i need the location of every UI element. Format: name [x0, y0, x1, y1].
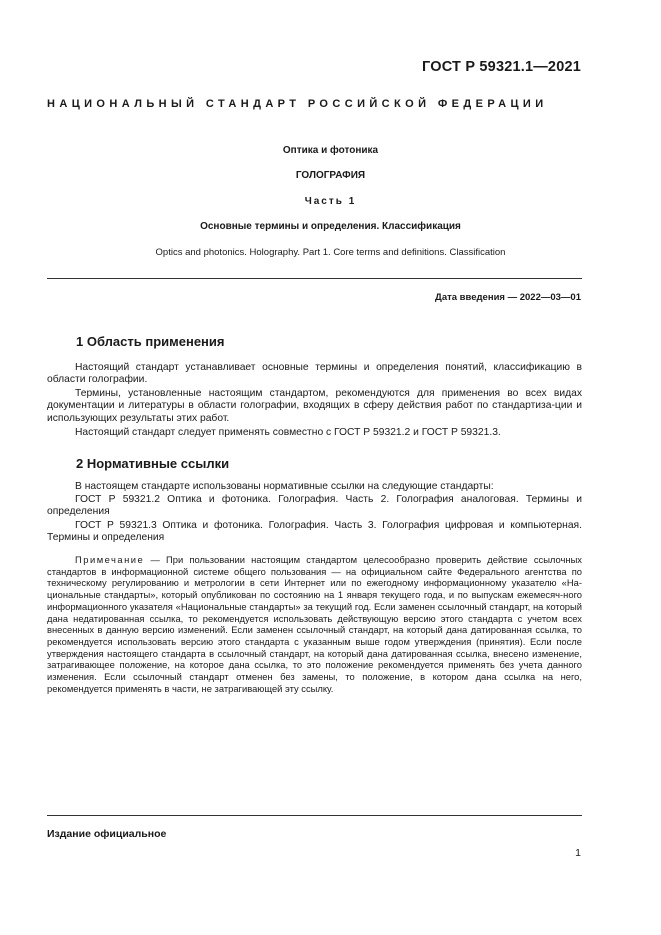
title-line-1: Оптика и фотоника [282, 145, 379, 156]
note-text: — При пользовании настоящим стандартом целесообразно проверить действие ссылочных стандартов в информационной системе общего пользования — на официальном сайте Федерального агентства по техническому регулированию и метрологии в сети Интернет или по ежегодному информационному указателю «На-циональные стандарты», который опубликован по состоянию на 1 января текущего года, и по выпускам ежемесяч-ного информационного указателя «Национальные стандарты» за текущий год. Если заменен ссылочный стандарт, на который дана недатированная ссылка, то рекомендуется использовать действующую версию этого стандарта с учетом всех внесенных в данную версию изменений. Если заменен ссылочный стандарт, на который дана датированная ссылка, то рекомендуется использовать версию этого стандарта с указанным выше годом утверждения (принятия). Если после утверждения настоящего стандарта в ссылочный стандарт, на который дана датированная ссылка, внесено изменение, затрагивающее положение, на которое дана ссылка, то это положение рекомендуется применять без учета данного изменения. Если ссылочный стандарт отменен без замены, то положение, в котором дана ссылка на него, рекомендуется применять в части, не затрагивающей эту ссылку. [47, 554, 582, 694]
title-line-2: ГОЛОГРАФИЯ [295, 170, 366, 181]
section-1-title: 1 Область применения [76, 334, 225, 349]
title-line-3: Часть 1 [304, 196, 357, 207]
section-2-paragraph-3: ГОСТ Р 59321.3 Оптика и фотоника. Голография. Часть 3. Голография цифровая и компьютерная. Термины и определения [47, 520, 582, 544]
section-2-title: 2 Нормативные ссылки [76, 456, 230, 471]
section-2-paragraph-2: ГОСТ Р 59321.2 Оптика и фотоника. Голография. Часть 2. Голография аналоговая. Термины и определения [47, 494, 582, 518]
title-english: Optics and photonics. Holography. Part 1. Core terms and definitions. Classification [155, 247, 506, 258]
section-1-paragraph-1: Настоящий стандарт устанавливает основные термины и определения понятий, классификацию в области голографии. [47, 362, 582, 386]
doc-code: ГОСТ Р 59321.1—2021 [422, 59, 581, 75]
section-2-paragraph-1: В настоящем стандарте использованы нормативные ссылки на следующие стандарты: [75, 481, 494, 492]
section-1-paragraph-2: Термины, установленные настоящим стандартом, рекомендуются для применения во всех видах документации и литературы в области голографии, входящих в сферу действия работ по стандартиза-ции и использующих результаты этих работ. [47, 388, 582, 424]
section-1-paragraph-3: Настоящий стандарт следует применять совместно с ГОСТ Р 59321.2 и ГОСТ Р 59321.3. [75, 427, 501, 438]
note-label: Примечание [75, 554, 145, 565]
top-rule [47, 278, 582, 279]
page-number: 1 [575, 847, 581, 859]
title-line-4: Основные термины и определения. Классификация [200, 221, 461, 232]
edition-label: Издание официальное [47, 828, 167, 840]
note-paragraph [47, 554, 582, 694]
effective-date: Дата введения — 2022—03—01 [435, 292, 581, 303]
bottom-rule [47, 815, 582, 816]
national-standard-title: НАЦИОНАЛЬНЫЙ СТАНДАРТ РОССИЙСКОЙ ФЕДЕРАЦИИ [47, 98, 548, 110]
